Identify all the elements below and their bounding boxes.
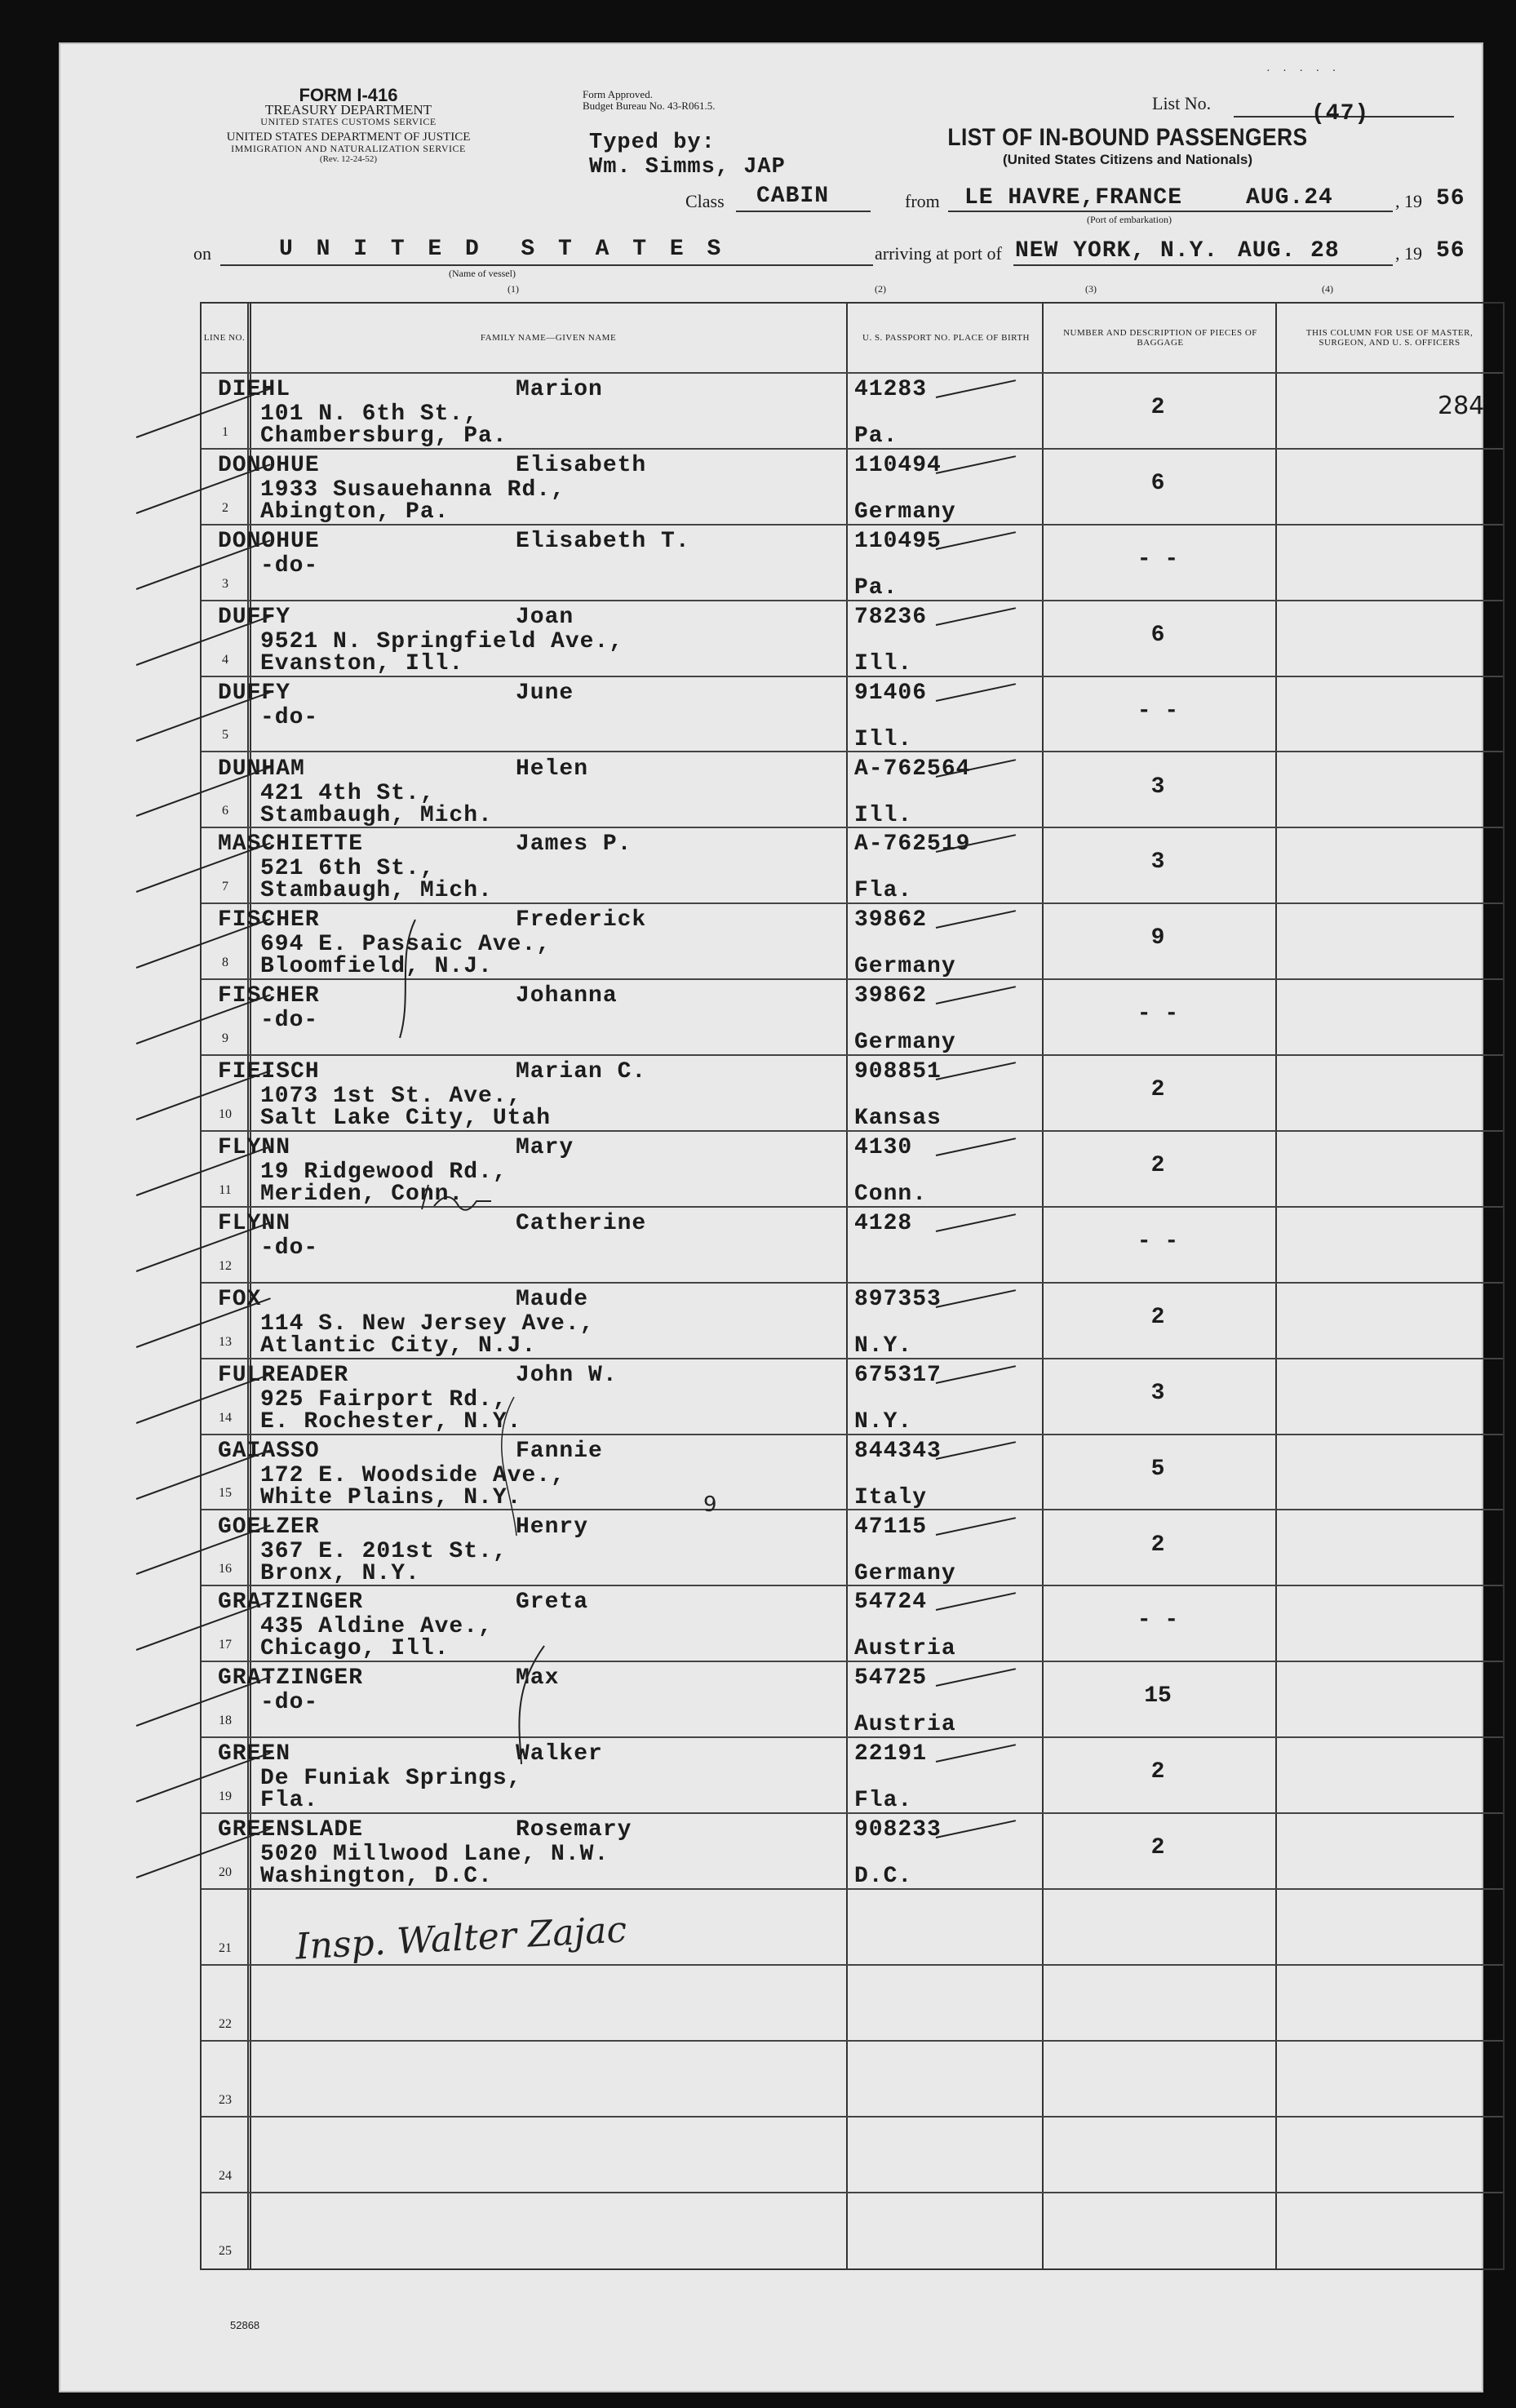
place-of-birth: Germany — [854, 1560, 956, 1586]
passport-tick — [936, 1137, 1016, 1156]
address-line-2: Salt Lake City, Utah — [260, 1106, 552, 1132]
address-line-2: Abington, Pa. — [260, 499, 450, 525]
address-line-2: Chambersburg, Pa. — [260, 424, 508, 449]
baggage-count: 15 — [1144, 1683, 1172, 1710]
passport-number: 91406 — [854, 680, 928, 706]
passport-tick — [936, 911, 1016, 929]
passport-tick — [936, 1820, 1016, 1838]
address-line-1: 19 Ridgewood Rd., — [260, 1160, 508, 1185]
officer-note: 284 — [1438, 392, 1485, 420]
year-prefix: , 19 — [1395, 191, 1422, 211]
address-line-1: -do- — [260, 704, 319, 730]
given-name: Greta — [516, 1590, 589, 1616]
budget-bureau: Budget Bureau No. 43-R061.5. — [583, 100, 716, 112]
given-name: Walker — [516, 1741, 603, 1767]
table-row — [202, 1054, 1503, 1130]
line-number: 1 — [222, 424, 228, 439]
baggage-count: 2 — [1150, 1759, 1165, 1785]
baggage-count: 9 — [1150, 925, 1165, 951]
given-name: Catherine — [516, 1210, 647, 1236]
class-label: Class — [685, 191, 725, 211]
col-num-2: (2) — [875, 283, 886, 295]
arrival-year: 56 — [1436, 238, 1465, 264]
family-name: FIEISCH — [218, 1059, 320, 1085]
family-name: GRATZINGER — [218, 1665, 364, 1692]
table-row — [202, 372, 1503, 448]
family-name: FISCHER — [218, 983, 320, 1009]
manifest-sheet — [59, 42, 1483, 2392]
given-name: Marion — [516, 377, 603, 402]
line-number: 3 — [222, 576, 228, 591]
address-line-2: Meriden, Conn. — [260, 1182, 464, 1207]
address-line-1: -do- — [260, 552, 319, 579]
passport-number: 844343 — [854, 1438, 942, 1464]
address-line-2: E. Rochester, N.Y. — [260, 1408, 522, 1435]
family-name: DONOHUE — [218, 452, 320, 478]
family-name: FULREADER — [218, 1362, 349, 1388]
passport-number: 897353 — [854, 1286, 942, 1312]
table-row — [202, 600, 1503, 676]
address-line-1: De Funiak Springs, — [260, 1766, 522, 1792]
col-num-4: (4) — [1322, 283, 1333, 295]
revision: (Rev. 12-24-52) — [319, 154, 378, 164]
line-number: 10 — [219, 1106, 232, 1121]
table-row — [202, 2192, 1503, 2268]
form-approved-text: Form Approved. — [583, 88, 653, 100]
table-row — [202, 1812, 1503, 1888]
line-number: 20 — [219, 1865, 232, 1879]
signature: Insp. Walter Zajac — [294, 1909, 628, 1968]
line-number: 7 — [222, 880, 228, 894]
given-name: Fannie — [516, 1438, 603, 1464]
table-row — [202, 902, 1503, 978]
baggage-count: - - — [1137, 1608, 1179, 1634]
baggage-count: 2 — [1150, 1153, 1165, 1178]
place-of-birth: Austria — [854, 1636, 956, 1662]
arrival-port: NEW YORK, N.Y. — [1015, 238, 1219, 264]
address-line-1: 114 S. New Jersey Ave., — [260, 1310, 595, 1337]
address-line-1: 1073 1st St. Ave., — [260, 1084, 522, 1110]
table-row — [202, 1661, 1503, 1736]
justice-dept: UNITED STATES DEPARTMENT OF JUSTICE — [226, 131, 471, 144]
baggage-count: - - — [1137, 1228, 1179, 1254]
passport-number: 4128 — [854, 1210, 913, 1236]
family-name: GRATZINGER — [218, 1590, 364, 1616]
given-name: June — [516, 680, 574, 706]
given-name: Johanna — [516, 983, 618, 1009]
address-line-2: Chicago, Ill. — [260, 1636, 450, 1662]
given-name: Elisabeth — [516, 452, 647, 478]
table-row — [202, 1964, 1503, 2040]
line-number: 19 — [219, 1789, 232, 1804]
line-number: 2 — [222, 500, 228, 515]
table-row — [202, 1358, 1503, 1434]
line-number: 5 — [222, 728, 228, 743]
address-line-1: -do- — [260, 1690, 319, 1716]
passport-tick — [936, 1289, 1016, 1308]
place-of-birth: Italy — [854, 1484, 928, 1510]
from-label: from — [905, 191, 940, 211]
line-number: 18 — [219, 1714, 232, 1728]
corner-dots: · · · · · — [1266, 65, 1341, 78]
line-number: 13 — [219, 1334, 232, 1349]
col-header-line-no: LINE NO. — [203, 333, 246, 343]
given-name: Max — [516, 1665, 560, 1692]
passport-tick — [936, 1365, 1016, 1384]
page-subtitle: (United States Citizens and Nationals) — [1002, 152, 1253, 167]
given-name: James P. — [516, 831, 632, 858]
baggage-count: - - — [1137, 1001, 1179, 1027]
family-name: GREENSLADE — [218, 1817, 364, 1843]
address-line-1: 5020 Millwood Lane, N.W. — [260, 1842, 610, 1868]
address-line-2: Washington, D.C. — [260, 1864, 493, 1890]
baggage-count: 3 — [1150, 774, 1165, 800]
family-name: FISCHER — [218, 907, 320, 933]
arrival-date: AUG. 28 — [1238, 238, 1340, 264]
line-number: 9 — [222, 1031, 228, 1046]
form-header-left — [177, 87, 520, 164]
baggage-count: 2 — [1150, 1304, 1165, 1330]
col-num-1: (1) — [508, 283, 519, 295]
col-header-baggage: NUMBER AND DESCRIPTION OF PIECES OF BAGGAGE — [1063, 328, 1257, 348]
table-row — [202, 2040, 1503, 2116]
address-line-2: Fla. — [260, 1788, 319, 1814]
baggage-count: 2 — [1150, 1532, 1165, 1558]
place-of-birth: Ill. — [854, 802, 913, 828]
col-num-3: (3) — [1085, 283, 1097, 295]
col-header-passport: U. S. PASSPORT NO. PLACE OF BIRTH — [862, 333, 1030, 343]
footer-code: 52868 — [230, 2319, 260, 2331]
table-row — [202, 1130, 1503, 1206]
typed-by-1: Typed by: — [589, 131, 716, 155]
page-title: LIST OF IN-BOUND PASSENGERS — [947, 124, 1308, 151]
given-name: Rosemary — [516, 1817, 632, 1843]
baggage-count: 6 — [1150, 622, 1165, 648]
place-of-birth: Austria — [854, 1712, 956, 1738]
passport-tick — [936, 1744, 1016, 1763]
family-name: DUFFY — [218, 604, 291, 630]
from-underline — [948, 211, 1393, 212]
address-line-1: 9521 N. Springfield Ave., — [260, 628, 624, 654]
list-no-label: List No. — [1152, 93, 1212, 113]
given-name: Frederick — [516, 907, 647, 933]
baggage-count: 3 — [1150, 849, 1165, 876]
family-name: GREEN — [218, 1741, 291, 1767]
class-value: CABIN — [756, 184, 830, 209]
place-of-birth: Ill. — [854, 726, 913, 752]
arrival-year-prefix: , 19 — [1395, 243, 1422, 264]
address-line-1: 435 Aldine Ave., — [260, 1614, 493, 1640]
given-name: Joan — [516, 604, 574, 630]
service: UNITED STATES CUSTOMS SERVICE — [260, 116, 437, 127]
address-line-2: Atlantic City, N.J. — [260, 1333, 537, 1359]
passport-tick — [936, 1517, 1016, 1536]
table-row — [202, 1206, 1503, 1282]
on-label: on — [193, 243, 211, 264]
address-line-1: 925 Fairport Rd., — [260, 1386, 508, 1412]
line-number: 8 — [222, 956, 228, 970]
place-of-birth: Germany — [854, 1030, 956, 1056]
family-name: DONOHUE — [218, 528, 320, 554]
embark-port: LE HAVRE,FRANCE — [964, 185, 1183, 211]
given-name: Marian C. — [516, 1059, 647, 1085]
line-number: 11 — [219, 1182, 232, 1197]
vessel-caption: (Name of vessel) — [449, 268, 516, 279]
table-row — [202, 978, 1503, 1054]
table-row — [202, 1282, 1503, 1358]
passport-number: 54724 — [854, 1590, 928, 1616]
address-line-1: 694 E. Passaic Ave., — [260, 932, 552, 958]
address-line-1: 172 E. Woodside Ave., — [260, 1462, 565, 1488]
line-number: 23 — [219, 2092, 232, 2107]
address-line-2: Bloomfield, N.J. — [260, 954, 493, 980]
place-of-birth: Germany — [854, 499, 956, 525]
address-line-2: Evanston, Ill. — [260, 650, 464, 676]
margin-note: 9 — [703, 1492, 717, 1517]
family-name: DUNHAM — [218, 756, 305, 782]
address-line-1: 421 4th St., — [260, 780, 435, 806]
passport-number: 47115 — [854, 1514, 928, 1540]
table-row — [202, 752, 1503, 827]
given-name: Henry — [516, 1514, 589, 1540]
line-number: 21 — [219, 1940, 232, 1955]
baggage-count: 3 — [1150, 1380, 1165, 1406]
vessel-name: U N I T E D S T A T E S — [279, 237, 726, 262]
baggage-count: - - — [1137, 698, 1179, 724]
place-of-birth: Germany — [854, 954, 956, 980]
family-name: GAIASSO — [218, 1438, 320, 1464]
department: TREASURY DEPARTMENT — [264, 102, 432, 118]
line-number: 14 — [219, 1410, 232, 1425]
address-line-2: Stambaugh, Mich. — [260, 878, 493, 904]
table-row — [202, 2116, 1503, 2192]
embark-date: AUG.24 — [1246, 185, 1333, 211]
baggage-count: 5 — [1150, 1456, 1165, 1482]
class-underline — [736, 211, 871, 212]
passport-tick — [936, 1669, 1016, 1687]
passport-tick — [936, 379, 1016, 398]
col-header-officers: THIS COLUMN FOR USE OF MASTER, SURGEON, AND U. S. OFFICERS — [1305, 328, 1474, 348]
passport-number: 54725 — [854, 1665, 928, 1692]
address-line-1: 521 6th St., — [260, 856, 435, 882]
title-block — [875, 124, 1381, 168]
place-of-birth: N.Y. — [854, 1333, 913, 1359]
table-row — [202, 524, 1503, 600]
table-row — [202, 1736, 1503, 1812]
passport-number: 22191 — [854, 1741, 928, 1767]
table-row — [202, 1434, 1503, 1510]
line-number: 22 — [219, 2016, 232, 2031]
place-of-birth: Pa. — [854, 424, 898, 449]
arrival-underline — [1013, 264, 1393, 266]
family-name: MASCHIETTE — [218, 831, 364, 858]
line-number: 16 — [219, 1562, 232, 1577]
address-line-2: Stambaugh, Mich. — [260, 802, 493, 828]
address-line-1: 367 E. 201st St., — [260, 1538, 508, 1564]
passport-number: 908851 — [854, 1059, 942, 1085]
address-line-1: -do- — [260, 1235, 319, 1261]
table-row — [202, 448, 1503, 524]
family-name: FOX — [218, 1286, 262, 1312]
line-number: 6 — [222, 804, 228, 818]
passport-tick — [936, 1593, 1016, 1612]
passport-number: 39862 — [854, 983, 928, 1009]
list-no-value: (47) — [1311, 101, 1370, 126]
passport-tick — [936, 1062, 1016, 1080]
passport-number: 4130 — [854, 1135, 913, 1160]
family-name: DUFFY — [218, 680, 291, 706]
given-name: Helen — [516, 756, 589, 782]
passport-tick — [936, 683, 1016, 702]
passport-tick — [936, 1441, 1016, 1460]
table-row — [202, 676, 1503, 752]
passenger-table — [200, 302, 1505, 2270]
passport-tick — [936, 1213, 1016, 1232]
family-name: FLYNN — [218, 1210, 291, 1236]
given-name: Mary — [516, 1135, 574, 1160]
place-of-birth: Kansas — [854, 1106, 942, 1132]
passport-number: 78236 — [854, 604, 928, 630]
place-of-birth: Pa. — [854, 574, 898, 601]
line-number: 25 — [219, 2244, 232, 2259]
passport-number: 908233 — [854, 1817, 942, 1843]
line-number: 24 — [219, 2168, 232, 2183]
baggage-count: 2 — [1150, 1835, 1165, 1861]
line-number: 15 — [219, 1486, 232, 1501]
place-of-birth: Conn. — [854, 1182, 928, 1207]
family-name: GOELZER — [218, 1514, 320, 1540]
baggage-count: 2 — [1150, 395, 1165, 420]
vessel-underline — [220, 264, 873, 266]
family-name: DIEHL — [218, 377, 291, 402]
baggage-count: 6 — [1150, 470, 1165, 496]
col-header-name: FAMILY NAME—GIVEN NAME — [480, 333, 617, 343]
place-of-birth: D.C. — [854, 1864, 913, 1890]
passport-number: 110494 — [854, 452, 942, 478]
table-row — [202, 827, 1503, 902]
address-line-1: 1933 Susauehanna Rd., — [260, 477, 565, 503]
embark-year: 56 — [1436, 186, 1465, 211]
given-name: Maude — [516, 1286, 589, 1312]
passport-tick — [936, 455, 1016, 474]
baggage-count: 2 — [1150, 1077, 1165, 1103]
ins: IMMIGRATION AND NATURALIZATION SERVICE — [231, 143, 466, 154]
line-number: 4 — [222, 652, 228, 667]
typed-by-2: Wm. Simms, JAP — [589, 155, 786, 180]
passport-number: 41283 — [854, 377, 928, 402]
passport-number: A-762519 — [854, 831, 971, 858]
passport-tick — [936, 607, 1016, 626]
baggage-count: - - — [1137, 546, 1179, 572]
line-number: 12 — [219, 1258, 232, 1273]
form-number: FORM I-416 — [299, 85, 398, 105]
passport-number: A-762564 — [854, 756, 971, 782]
form-approved — [583, 89, 715, 112]
arriving-label: arriving at port of — [875, 243, 1002, 264]
port-embark-caption: (Port of embarkation) — [1087, 214, 1172, 225]
line-number: 17 — [219, 1638, 232, 1652]
address-line-2: Bronx, N.Y. — [260, 1560, 420, 1586]
passport-tick — [936, 986, 1016, 1004]
passport-tick — [936, 531, 1016, 550]
passport-number: 39862 — [854, 907, 928, 933]
table-row — [202, 1510, 1503, 1585]
address-line-1: 101 N. 6th St., — [260, 401, 479, 427]
table-row — [202, 1585, 1503, 1661]
given-name: Elisabeth T. — [516, 528, 690, 554]
place-of-birth: Ill. — [854, 650, 913, 676]
place-of-birth: Fla. — [854, 1788, 913, 1814]
given-name: John W. — [516, 1362, 618, 1388]
family-name: FLYNN — [218, 1135, 291, 1160]
address-line-1: -do- — [260, 1008, 319, 1034]
place-of-birth: Fla. — [854, 878, 913, 904]
passport-number: 110495 — [854, 528, 942, 554]
place-of-birth: N.Y. — [854, 1408, 913, 1435]
passport-number: 675317 — [854, 1362, 942, 1388]
address-line-2: White Plains, N.Y. — [260, 1484, 522, 1510]
